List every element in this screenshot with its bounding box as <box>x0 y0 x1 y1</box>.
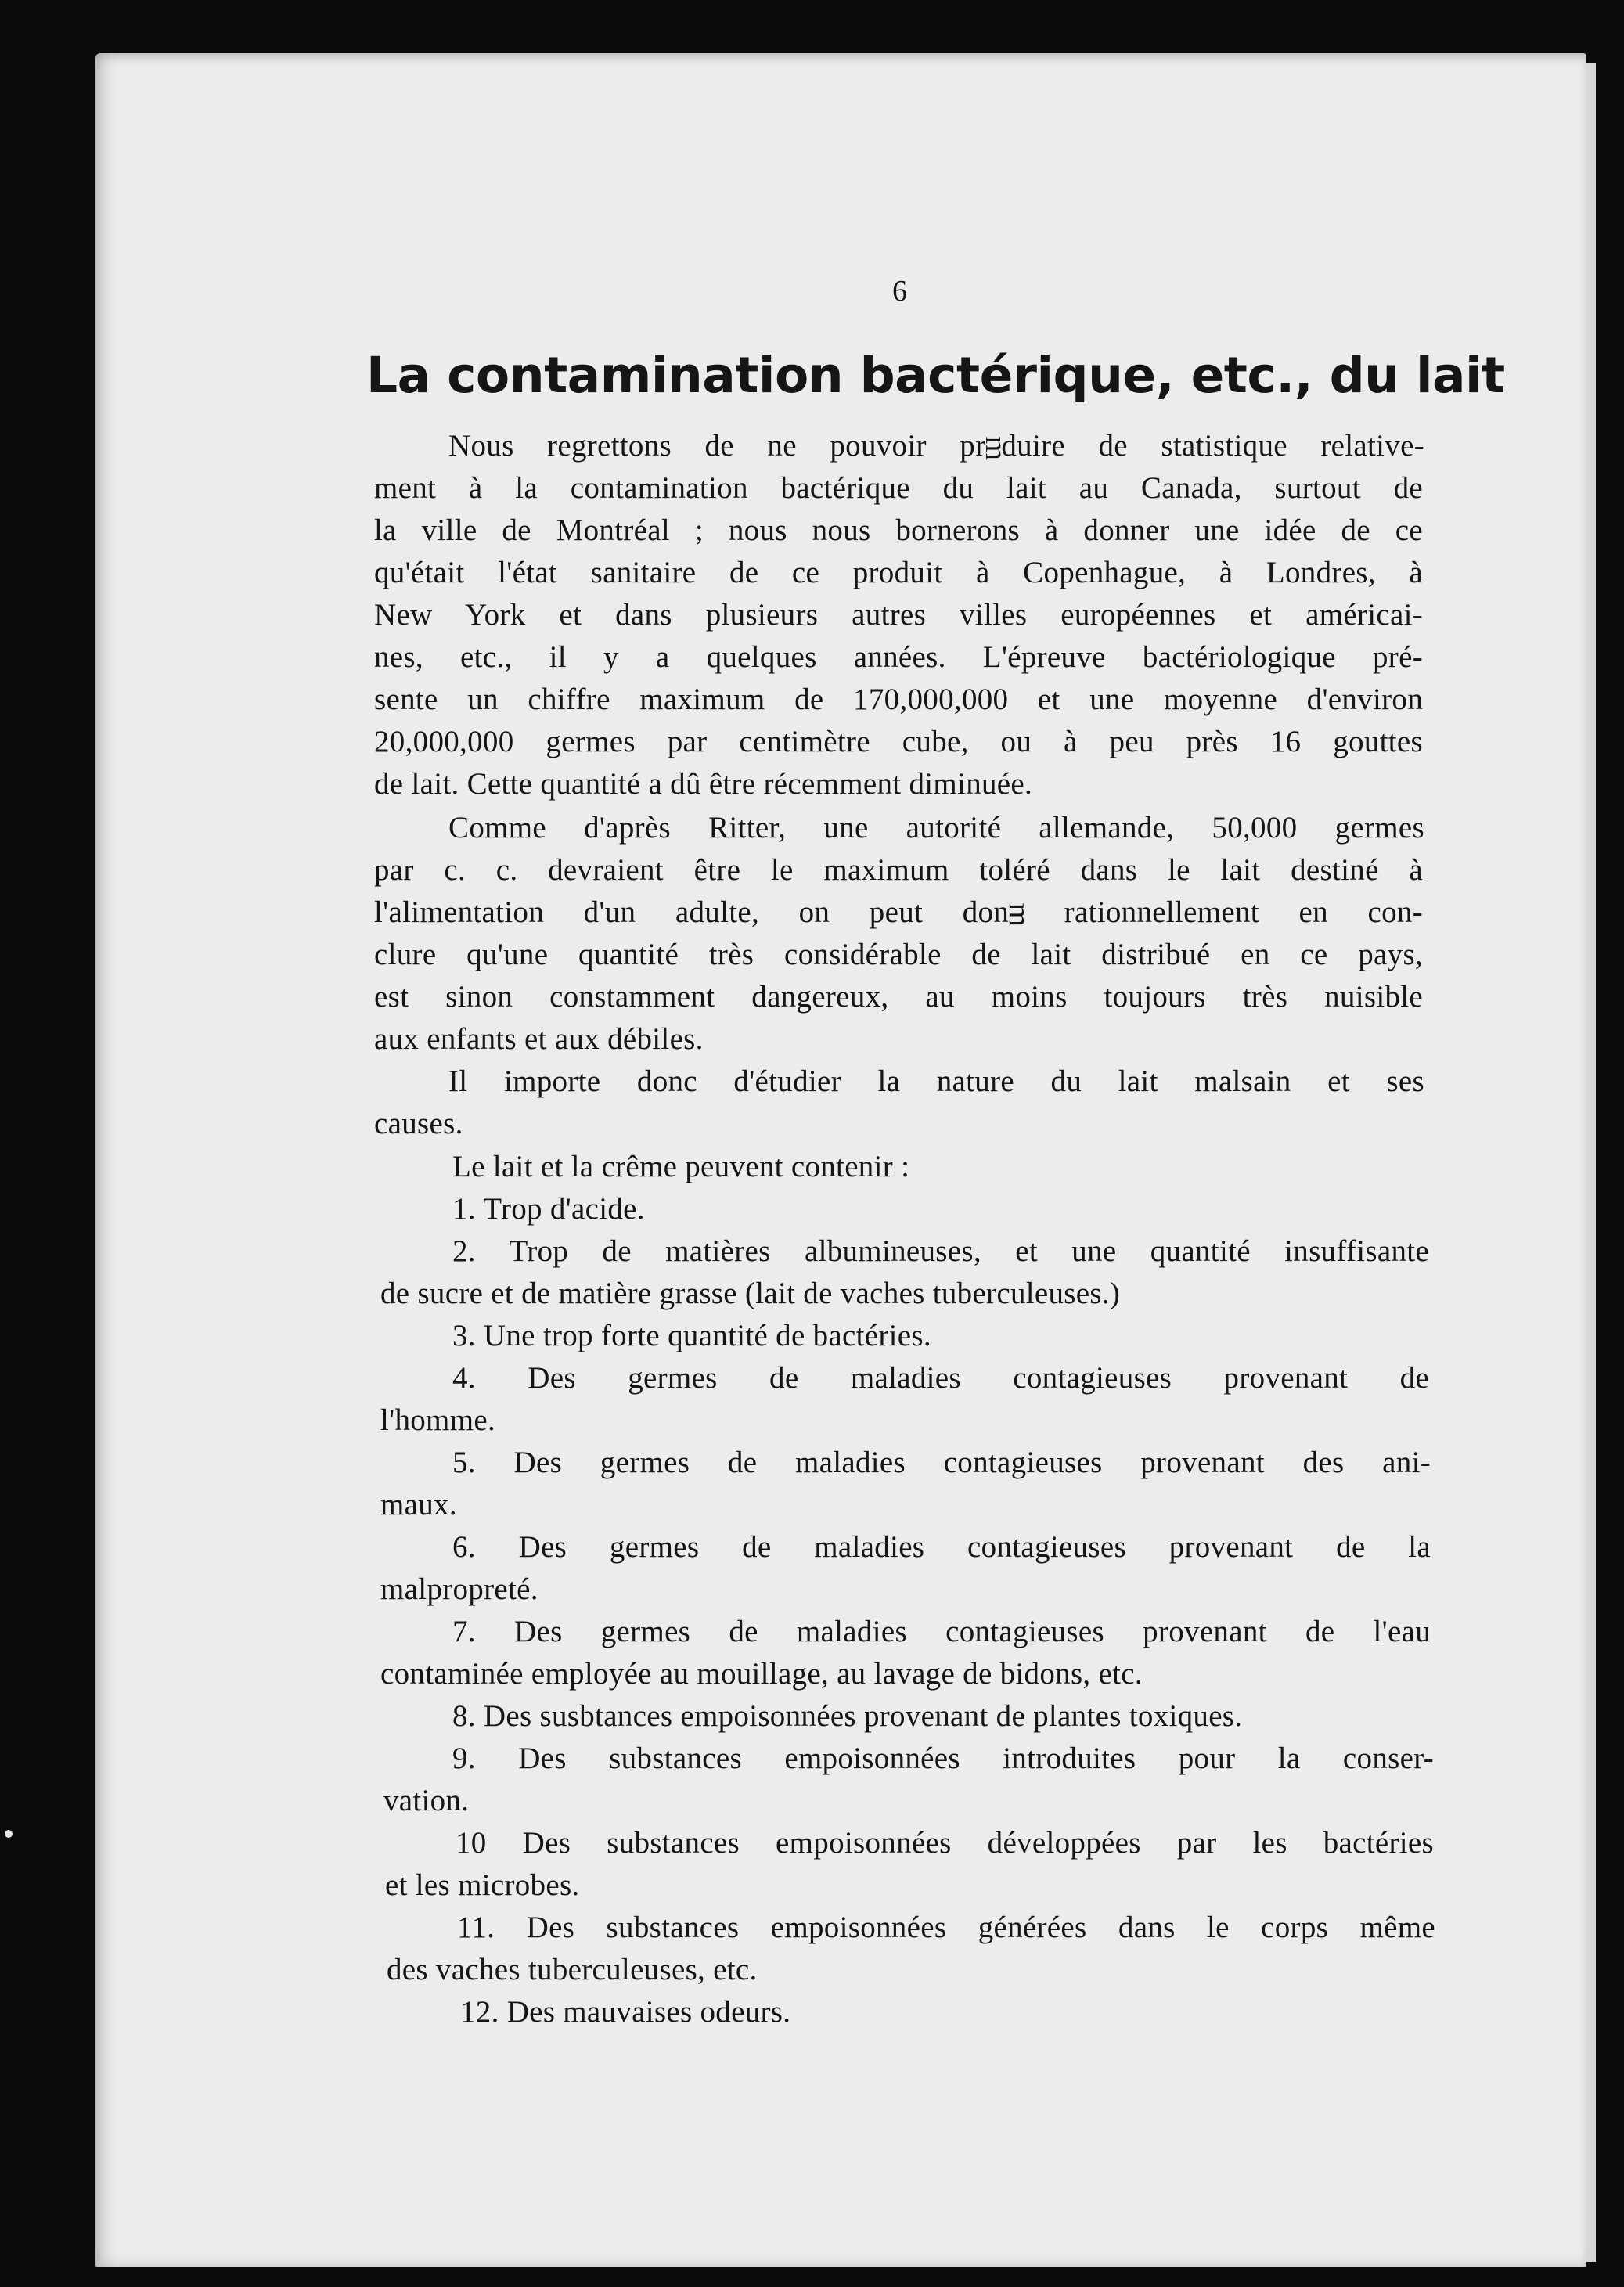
list-item: 6. Des germes de maladies contagieuses provenant de la <box>452 1530 1431 1564</box>
list-item-continuation: de sucre et de matière grasse (lait de vaches tuberculeuses.) <box>380 1277 1121 1310</box>
text-line: qu'était l'état sanitaire de ce produit à Copenhague, à Londres, à <box>374 556 1423 589</box>
list-item-continuation: vation. <box>383 1784 470 1817</box>
text-line: Il importe donc d'étudier la nature du lait malsain et ses <box>448 1064 1424 1098</box>
text-line: clure qu'une quantité très considérable de lait distribué en ce pays, <box>374 938 1423 971</box>
list-item: 7. Des germes de maladies contagieuses provenant de l'eau <box>452 1615 1431 1648</box>
list-item-continuation: l'homme. <box>380 1403 495 1437</box>
list-item-continuation: et les microbes. <box>385 1868 580 1902</box>
page-number: 6 <box>892 275 907 308</box>
text-line: sente un chiffre maximum de 170,000,000 et une moyenne d'environ <box>374 682 1423 716</box>
list-item: 10 Des substances empoisonnées développées par les bactéries <box>456 1826 1434 1860</box>
text-line: aux enfants et aux débiles. <box>374 1022 704 1056</box>
text-line: ment à la contamination bactérique du lait au Canada, surtout de <box>374 471 1423 505</box>
list-item: 2. Trop de matières albumineuses, et une quantité insuffisante <box>452 1234 1429 1268</box>
text-line: 20,000,000 germes par centimètre cube, ou à peu près 16 gouttes <box>374 725 1423 758</box>
text-line: par c. c. devraient être le maximum toléré dans le lait destiné à <box>374 853 1423 887</box>
list-item-continuation: contaminée employée au mouillage, au lavage de bidons, etc. <box>380 1657 1143 1691</box>
text-line: la ville de Montréal ; nous nous bornerons à donner une idée de ce <box>374 513 1423 547</box>
text-line: Nous regrettons de ne pouvoir prᴟduire de statistique relative- <box>448 429 1424 463</box>
list-item: 5. Des germes de maladies contagieuses provenant des ani- <box>452 1446 1431 1479</box>
text-line: de lait. Cette quantité a dû être récemment diminuée. <box>374 767 1033 801</box>
list-item: 1. Trop d'acide. <box>452 1192 645 1226</box>
text-line: Le lait et la crême peuvent contenir : <box>452 1150 910 1183</box>
page-title: La contamination bactérique, etc., du lait <box>366 347 1505 404</box>
list-item: 3. Une trop forte quantité de bactéries. <box>452 1319 931 1352</box>
list-item-continuation: maux. <box>380 1488 457 1522</box>
list-item: 11. Des substances empoisonnées générées dans le corps même <box>457 1911 1435 1944</box>
list-item: 4. Des germes de maladies contagieuses provenant de <box>452 1361 1429 1395</box>
text-line: causes. <box>374 1107 463 1140</box>
list-item: 8. Des susbtances empoisonnées provenant de plantes toxiques. <box>452 1699 1243 1733</box>
text-line: l'alimentation d'un adulte, on peut donᴟ rationnellement en con- <box>374 895 1423 929</box>
list-item: 9. Des substances empoisonnées introduites pour la conser- <box>452 1741 1434 1775</box>
text-line: New York et dans plusieurs autres villes européennes et américai- <box>374 598 1423 632</box>
text-line: Comme d'après Ritter, une autorité allemande, 50,000 germes <box>448 811 1424 845</box>
text-line: est sinon constamment dangereux, au moins toujours très nuisible <box>374 980 1423 1014</box>
list-item: 12. Des mauvaises odeurs. <box>460 1995 791 2029</box>
list-item-continuation: malpropreté. <box>380 1572 538 1606</box>
text-line: nes, etc., il y a quelques années. L'épreuve bactériologique pré- <box>374 640 1423 674</box>
list-item-continuation: des vaches tuberculeuses, etc. <box>387 1953 758 1986</box>
